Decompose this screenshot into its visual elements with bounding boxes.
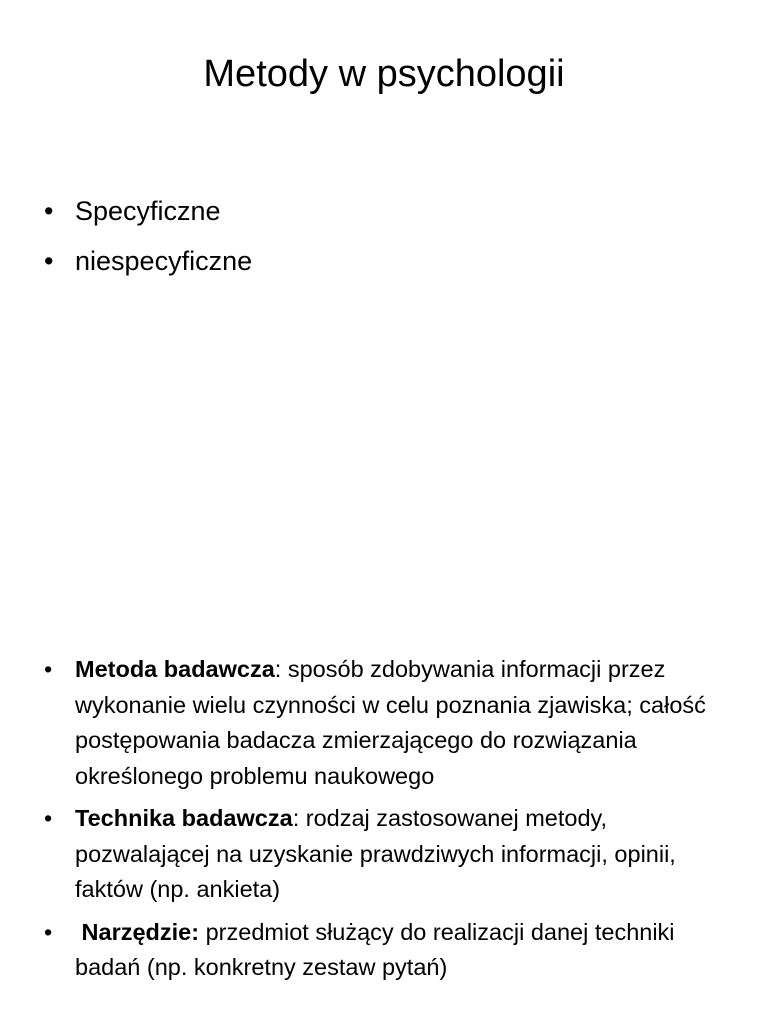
- slide-title: Metody w psychologii: [203, 53, 565, 95]
- list-item-label: niespecyficzne: [75, 246, 253, 276]
- definition-term: Technika badawcza: [75, 805, 293, 831]
- list-item-specyficzne: [44, 192, 744, 230]
- list-item-label: Specyficzne: [75, 196, 221, 226]
- definition-technika-badawcza: [44, 801, 744, 908]
- definition-term: Narzędzie:: [81, 918, 200, 945]
- list-item-niespecyficzne: [44, 242, 744, 280]
- definition-metoda-badawcza: [44, 652, 744, 794]
- definition-term: Metoda badawcza: [75, 656, 275, 682]
- definition-text: : sposób zdobywania informacji przez wykonanie wielu czynności w celu poznania zjawiska; całość postępowania badacza zmierzającego do rozwiązania określonego problemu naukowego: [75, 656, 706, 789]
- definition-text: : rodzaj zastosowanej metody, pozwalającej na uzyskanie prawdziwych informacji, opinii, faktów (np. ankieta): [75, 805, 676, 902]
- bullet-icon: •: [44, 656, 53, 682]
- definitions-list: [44, 652, 744, 993]
- bullet-icon: •: [44, 805, 53, 831]
- bullet-icon: •: [44, 196, 54, 226]
- method-types-list: [44, 192, 744, 292]
- definition-narzedzie: [44, 915, 744, 986]
- bullet-icon: •: [44, 246, 54, 276]
- bullet-icon: •: [44, 918, 53, 945]
- definition-text: przedmiot służący do realizacji danej techniki badań (np. konkretny zestaw pytań): [75, 918, 675, 980]
